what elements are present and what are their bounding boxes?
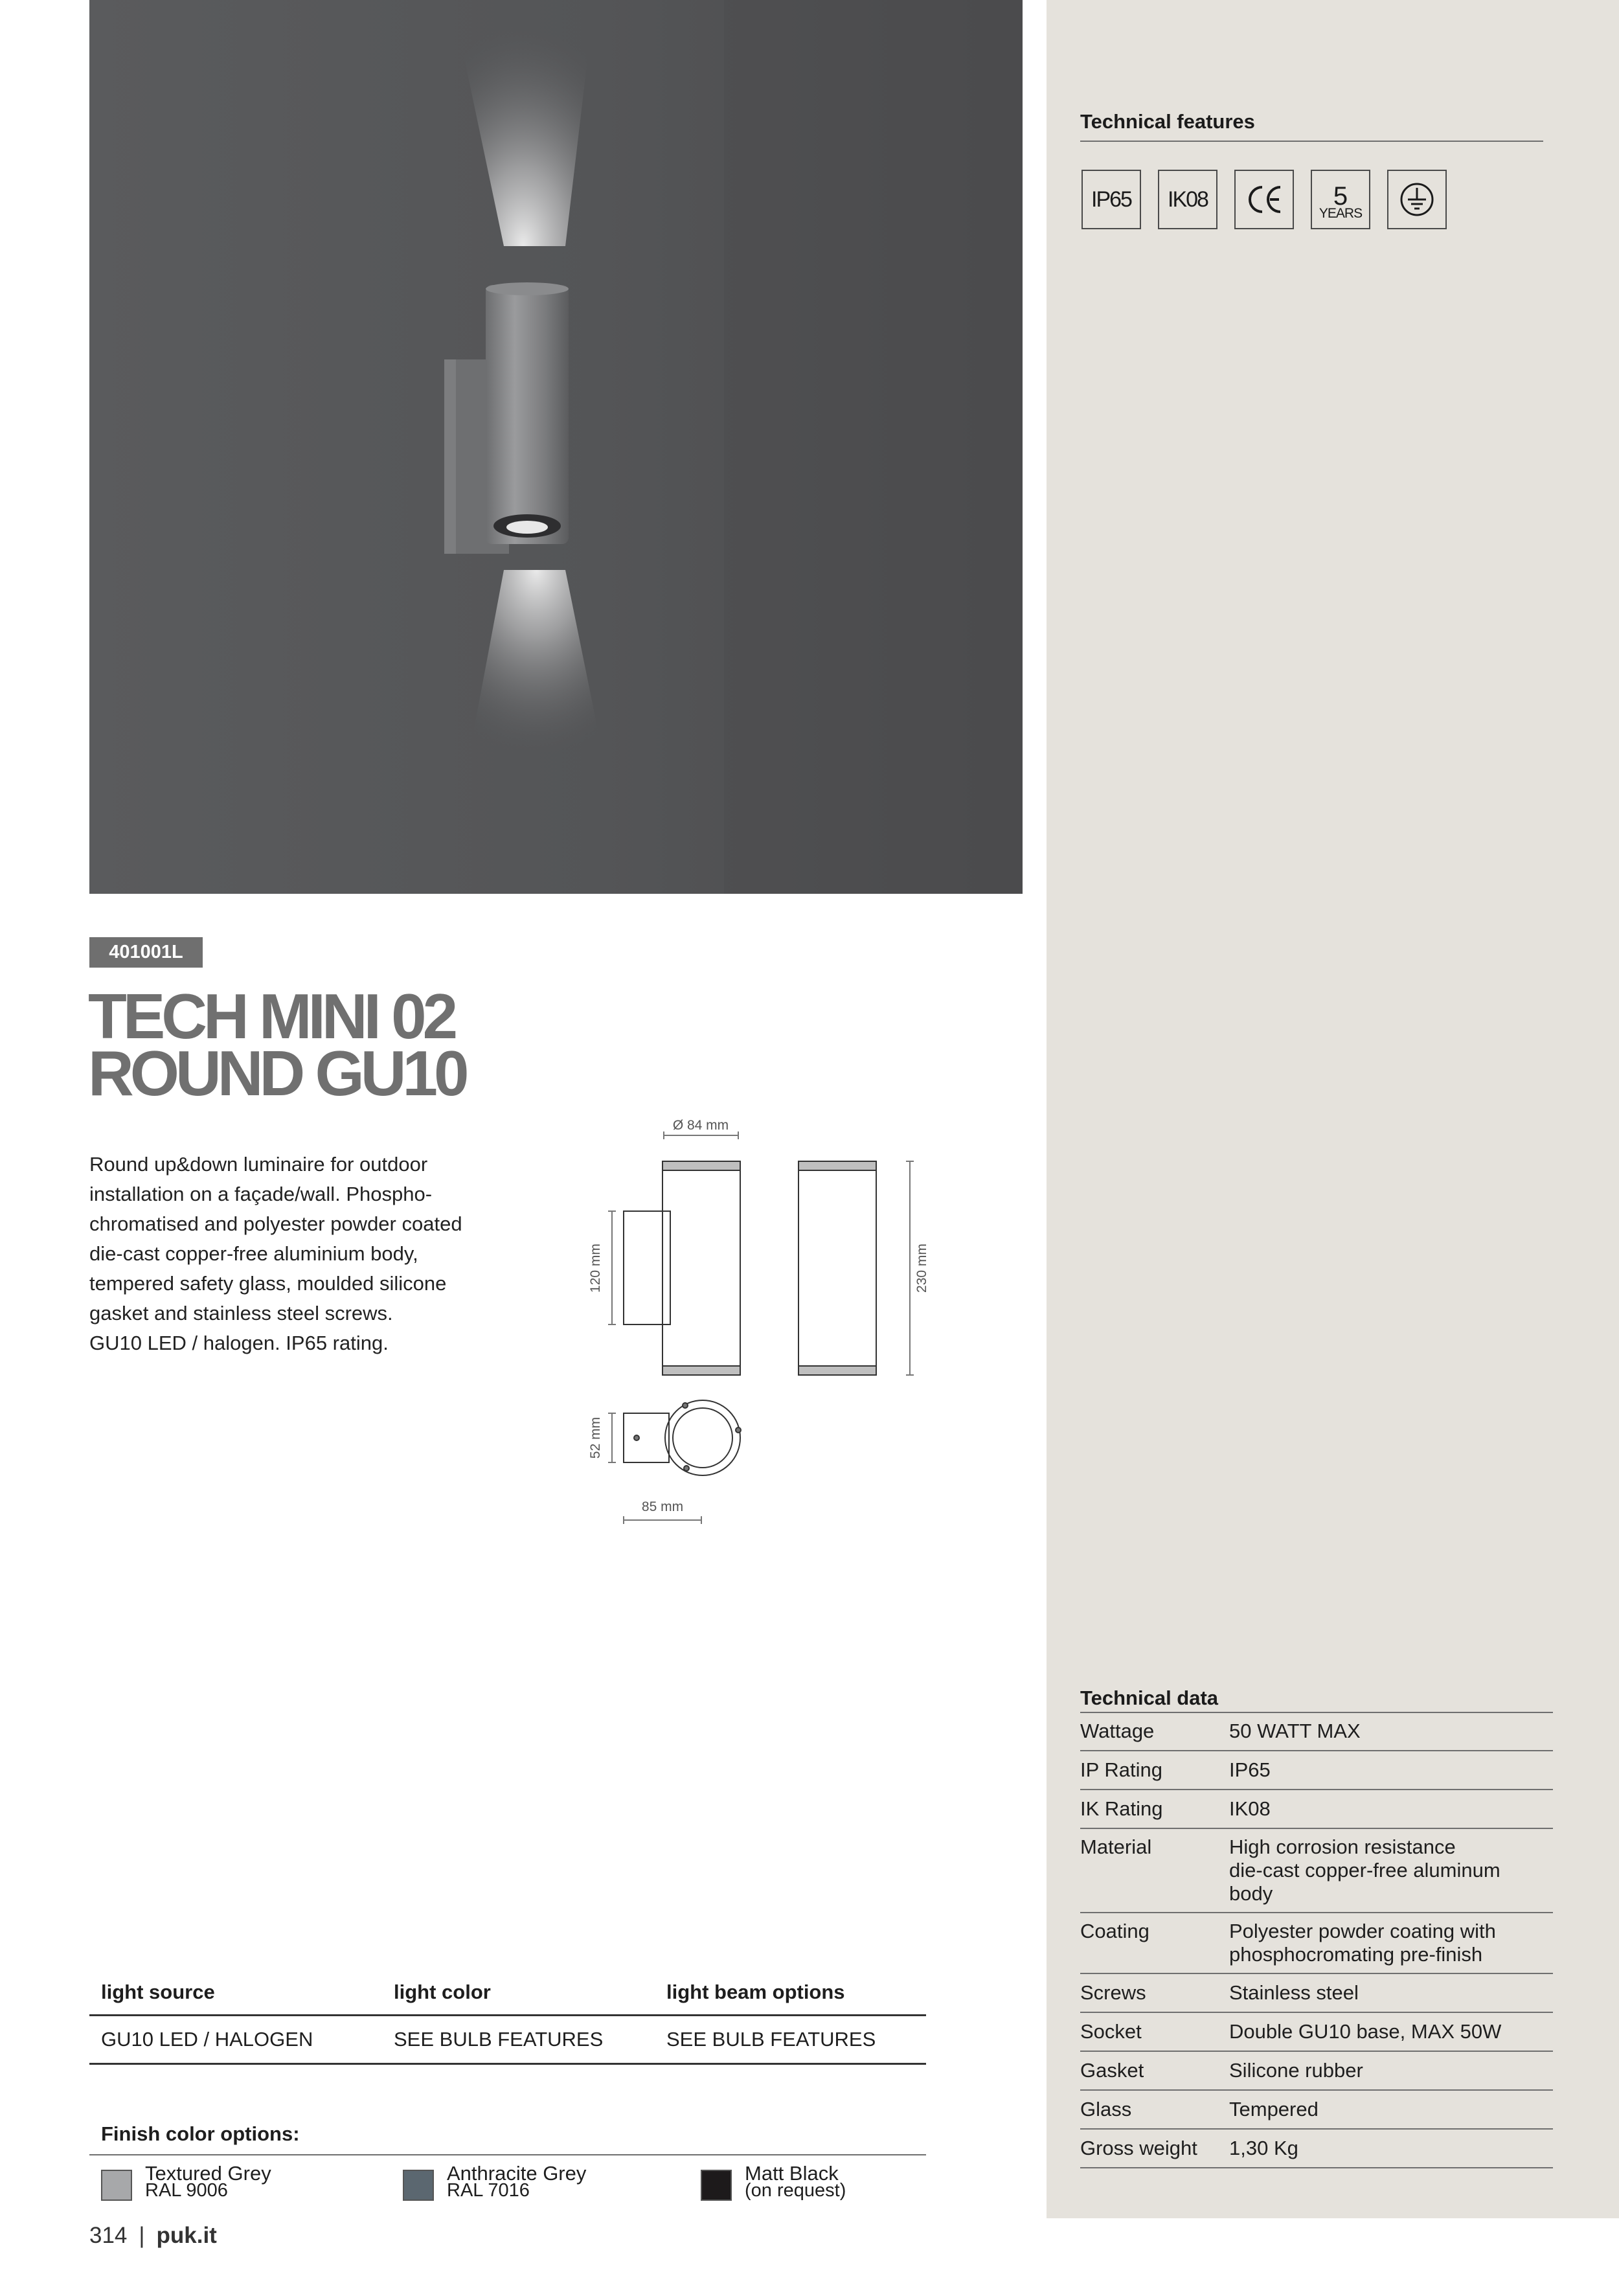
value-line: 1,30 Kg — [1229, 2137, 1298, 2159]
description-line: Round up&down luminaire for outdoor — [89, 1153, 428, 1176]
value-line: phosphocromating pre-finish — [1229, 1943, 1483, 1966]
earth-ground-icon — [1387, 170, 1447, 229]
finish-label-anthracite-grey — [447, 2162, 587, 2201]
cell-light-beam: SEE BULB FEATURES — [666, 2028, 876, 2051]
table-row — [1080, 1751, 1553, 1790]
value-line: IP65 — [1229, 1758, 1271, 1781]
finish-swatch-anthracite-grey — [403, 2170, 434, 2201]
product-title-line-1: TECH MINI 02 — [88, 981, 455, 1052]
value-line: Stainless steel — [1229, 1981, 1359, 2004]
footer-separator: | — [139, 2223, 145, 2248]
ik08-badge: IK08 — [1158, 170, 1217, 229]
description-line: installation on a façade/wall. Phospho- — [89, 1183, 433, 1205]
dimension-depth: 52 mm — [588, 1416, 603, 1459]
row-value — [1229, 2019, 1553, 2044]
row-value — [1229, 1758, 1553, 1782]
table-row — [1080, 1712, 1553, 1751]
value-line: Polyester powder coating with — [1229, 1920, 1496, 1942]
table-row — [1080, 1790, 1553, 1829]
table-header — [89, 1981, 926, 2016]
ip65-badge: IP65 — [1081, 170, 1141, 229]
table-row — [1080, 1913, 1553, 1974]
technical-data-title: Technical data — [1080, 1687, 1219, 1709]
finish-name: Anthracite Grey — [447, 2162, 587, 2185]
value-line: IK08 — [1229, 1797, 1271, 1820]
header-light-color: light color — [394, 1981, 491, 2003]
description-line: gasket and stainless steel screws. — [89, 1302, 393, 1324]
finish-sub: RAL 7016 — [447, 2180, 530, 2201]
dimension-width: 85 mm — [641, 1499, 684, 1514]
finish-swatch-matt-black — [701, 2170, 732, 2201]
description-line: tempered safety glass, moulded silicone — [89, 1272, 447, 1295]
value-line: Double GU10 base, MAX 50W — [1229, 2020, 1502, 2043]
warranty-badge — [1311, 170, 1370, 229]
row-label: Material — [1080, 1836, 1152, 1858]
value-line: Tempered — [1229, 2098, 1319, 2120]
table-row — [89, 2016, 926, 2065]
finish-label-matt-black — [745, 2162, 846, 2201]
technical-features-title: Technical features — [1080, 110, 1255, 133]
finish-sub: (on request) — [745, 2180, 846, 2201]
ce-mark-icon — [1234, 170, 1294, 229]
table-row — [1080, 2091, 1553, 2130]
row-value — [1229, 1836, 1553, 1905]
dimension-body-height: 120 mm — [588, 1244, 603, 1293]
row-label: Gasket — [1080, 2059, 1144, 2082]
technical-drawing — [570, 1108, 933, 1529]
table-row — [1080, 2130, 1553, 2168]
page-number: 314 — [89, 2223, 128, 2248]
feature-badges — [1081, 170, 1447, 229]
finish-swatch-textured-grey — [101, 2170, 132, 2201]
cell-light-color: SEE BULB FEATURES — [394, 2028, 604, 2051]
product-photo — [89, 0, 1023, 894]
table-row — [1080, 1829, 1553, 1913]
product-title — [88, 981, 466, 1109]
row-value — [1229, 1920, 1553, 1966]
row-value — [1229, 1719, 1553, 1744]
row-label: Wattage — [1080, 1720, 1155, 1742]
header-light-beam: light beam options — [666, 1981, 845, 2003]
row-value — [1229, 2136, 1553, 2161]
finish-rule — [89, 2154, 926, 2155]
row-value — [1229, 1981, 1553, 2005]
value-line: Silicone rubber — [1229, 2059, 1363, 2082]
row-label: Screws — [1080, 1981, 1146, 2004]
value-line: body — [1229, 1882, 1273, 1905]
row-value — [1229, 2058, 1553, 2083]
description-line: die-cast copper-free aluminium body, — [89, 1242, 418, 1265]
dimension-total-height: 230 mm — [914, 1244, 929, 1293]
value-line: die-cast copper-free aluminum — [1229, 1859, 1500, 1881]
dimension-diameter: Ø 84 mm — [672, 1118, 729, 1133]
header-light-source: light source — [101, 1981, 215, 2003]
product-code-tag: 401001L — [89, 937, 203, 968]
row-value — [1229, 2097, 1553, 2122]
row-label: Socket — [1080, 2020, 1142, 2043]
description-line: chromatised and polyester powder coated — [89, 1212, 462, 1235]
row-label: Glass — [1080, 2098, 1132, 2120]
table-row — [1080, 2013, 1553, 2052]
finish-label-textured-grey — [145, 2162, 271, 2201]
table-row — [1080, 1974, 1553, 2013]
value-line: High corrosion resistance — [1229, 1836, 1456, 1858]
product-description — [89, 1150, 556, 1358]
description-line: GU10 LED / halogen. IP65 rating. — [89, 1332, 389, 1354]
value-line: 50 WATT MAX — [1229, 1720, 1361, 1742]
light-options-table — [89, 1981, 926, 2065]
warranty-years: 5 — [1333, 182, 1348, 210]
finish-name: Textured Grey — [145, 2162, 271, 2185]
row-label: Gross weight — [1080, 2137, 1197, 2159]
finish-name: Matt Black — [745, 2162, 839, 2185]
row-value — [1229, 1797, 1553, 1821]
table-row — [1080, 2052, 1553, 2091]
page-footer — [89, 2223, 217, 2249]
cell-light-source: GU10 LED / HALOGEN — [101, 2028, 313, 2051]
site-link[interactable]: puk.it — [156, 2223, 217, 2248]
row-label: Coating — [1080, 1920, 1149, 1942]
row-label: IK Rating — [1080, 1797, 1163, 1820]
finish-sub: RAL 9006 — [145, 2180, 228, 2201]
finish-title: Finish color options: — [101, 2122, 300, 2145]
row-label: IP Rating — [1080, 1758, 1162, 1781]
technical-features-rule — [1080, 141, 1543, 142]
product-title-line-2: ROUND GU10 — [88, 1038, 466, 1109]
technical-data-table — [1080, 1712, 1553, 2168]
warranty-label: YEARS — [1319, 206, 1363, 221]
